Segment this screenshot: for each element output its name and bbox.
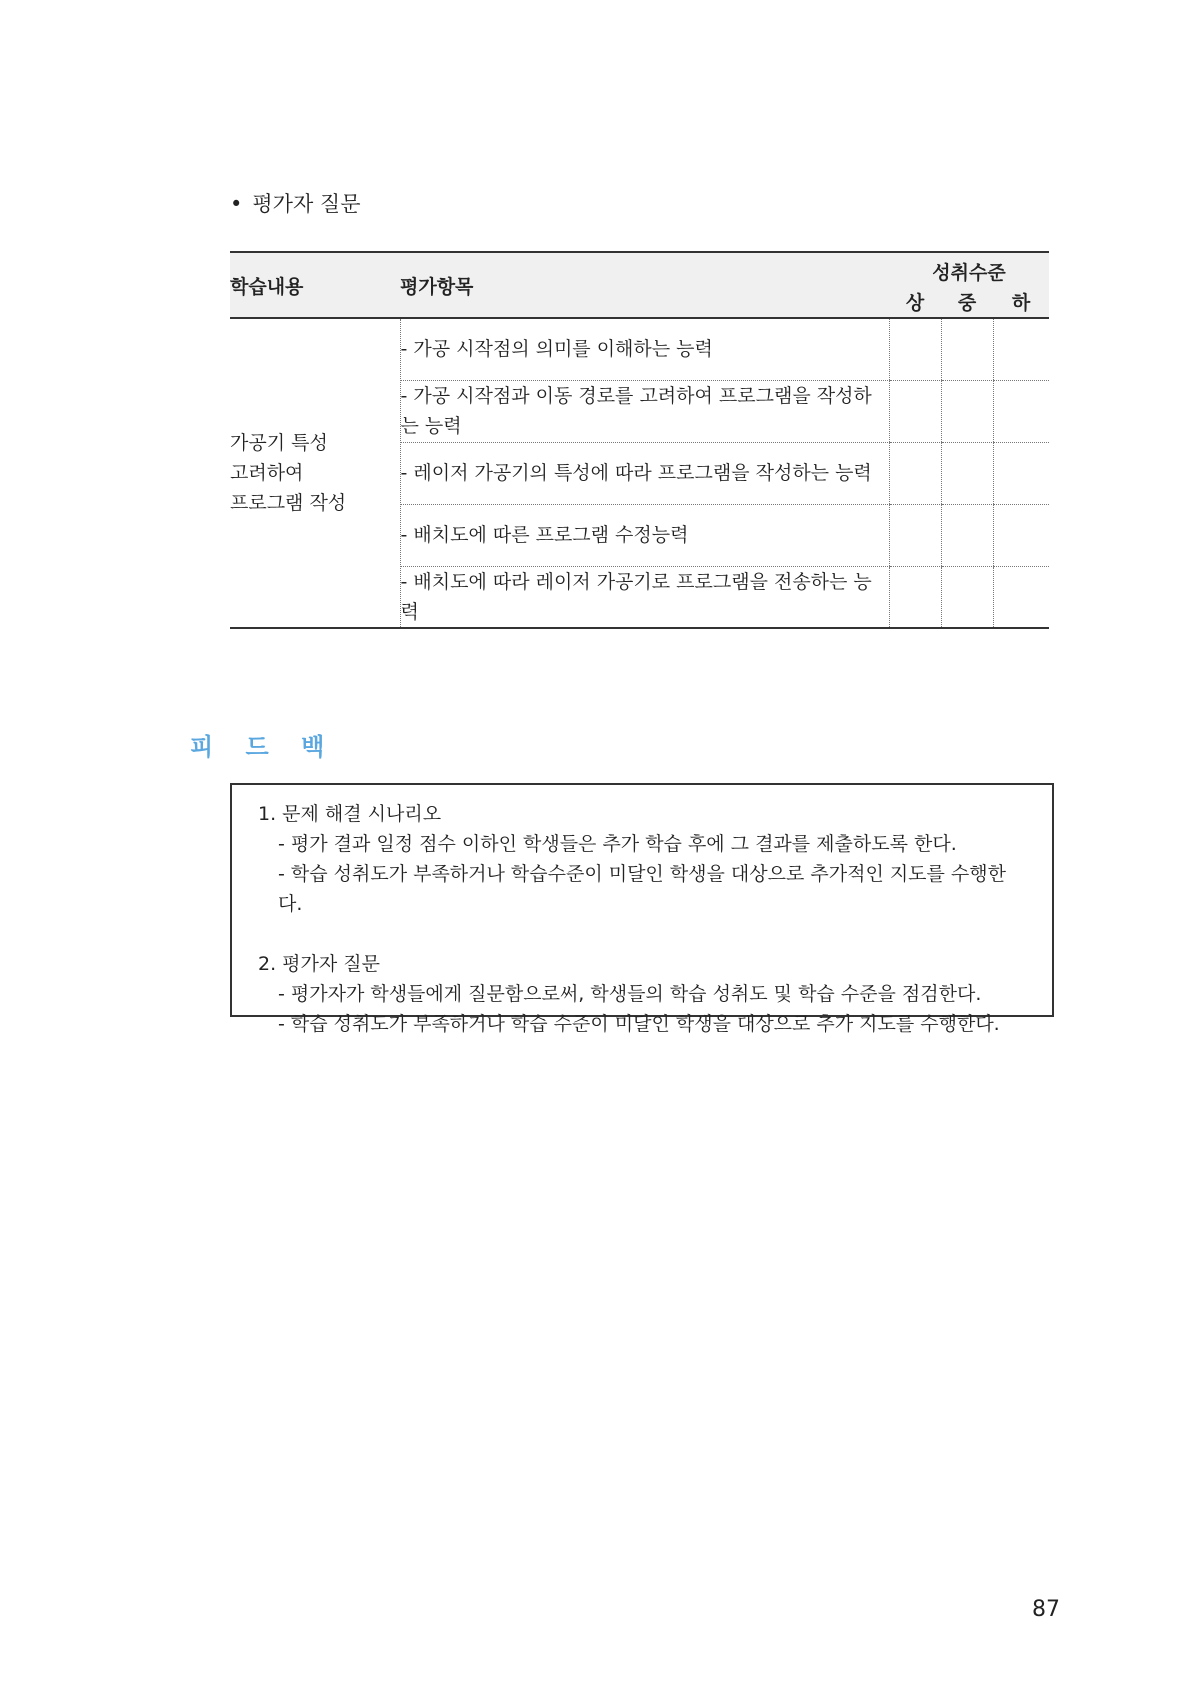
spacer bbox=[258, 919, 1026, 949]
item-cell: - 가공 시작점과 이동 경로를 고려하여 프로그램을 작성하는 능력 bbox=[400, 380, 889, 442]
level-checkbox-cell[interactable] bbox=[941, 442, 993, 504]
level-checkbox-cell[interactable] bbox=[993, 442, 1049, 504]
level-checkbox-cell[interactable] bbox=[993, 318, 1049, 380]
feedback-line: - 평가자가 학생들에게 질문함으로써, 학생들의 학습 성취도 및 학습 수준을 점검한다. bbox=[278, 983, 982, 1005]
content-line: 프로그램 작성 bbox=[230, 492, 347, 514]
feedback-title: 피 드 백 bbox=[190, 733, 337, 761]
level-checkbox-cell[interactable] bbox=[889, 318, 941, 380]
section-title: 평가자 질문 bbox=[252, 192, 361, 216]
level-checkbox-cell[interactable] bbox=[993, 504, 1049, 566]
section-heading bbox=[230, 188, 361, 218]
feedback-heading: 2. 평가자 질문 bbox=[258, 953, 380, 975]
content-line: 가공기 특성 bbox=[230, 432, 328, 454]
bullet-icon: • bbox=[230, 192, 243, 216]
evaluation-table bbox=[230, 251, 1049, 629]
level-checkbox-cell[interactable] bbox=[941, 318, 993, 380]
feedback-heading: 1. 문제 해결 시나리오 bbox=[258, 803, 442, 825]
header-level-low: 하 bbox=[993, 285, 1049, 318]
level-checkbox-cell[interactable] bbox=[941, 504, 993, 566]
header-level-high: 상 bbox=[889, 285, 941, 318]
header-item: 평가항목 bbox=[400, 252, 889, 318]
content-cell bbox=[230, 318, 400, 628]
feedback-line: - 평가 결과 일정 점수 이하인 학생들은 추가 학습 후에 그 결과를 제출하도록 한다. bbox=[278, 833, 957, 855]
header-content: 학습내용 bbox=[230, 252, 400, 318]
header-level-group: 성취수준 bbox=[889, 252, 1049, 285]
level-checkbox-cell[interactable] bbox=[889, 442, 941, 504]
feedback-line: - 학습 성취도가 부족하거나 학습수준이 미달인 학생을 대상으로 추가적인 지도를 수행한다. bbox=[278, 863, 1006, 915]
level-checkbox-cell[interactable] bbox=[941, 380, 993, 442]
header-level-mid: 중 bbox=[941, 285, 993, 318]
table-row bbox=[230, 318, 1049, 380]
feedback-line: - 학습 성취도가 부족하거나 학습 수준이 미달인 학생을 대상으로 추가 지도를 수행한다. bbox=[278, 1013, 1000, 1035]
item-cell: - 가공 시작점의 의미를 이해하는 능력 bbox=[400, 318, 889, 380]
level-checkbox-cell[interactable] bbox=[993, 380, 1049, 442]
level-checkbox-cell[interactable] bbox=[993, 566, 1049, 628]
level-checkbox-cell[interactable] bbox=[889, 566, 941, 628]
feedback-box bbox=[230, 783, 1054, 1035]
item-cell: - 배치도에 따른 프로그램 수정능력 bbox=[400, 504, 889, 566]
level-checkbox-cell[interactable] bbox=[889, 380, 941, 442]
item-cell: - 배치도에 따라 레이저 가공기로 프로그램을 전송하는 능력 bbox=[400, 566, 889, 628]
level-checkbox-cell[interactable] bbox=[941, 566, 993, 628]
level-checkbox-cell[interactable] bbox=[889, 504, 941, 566]
item-cell: - 레이저 가공기의 특성에 따라 프로그램을 작성하는 능력 bbox=[400, 442, 889, 504]
content-line: 고려하여 bbox=[230, 462, 304, 484]
page-number: 87 bbox=[1032, 1597, 1060, 1622]
